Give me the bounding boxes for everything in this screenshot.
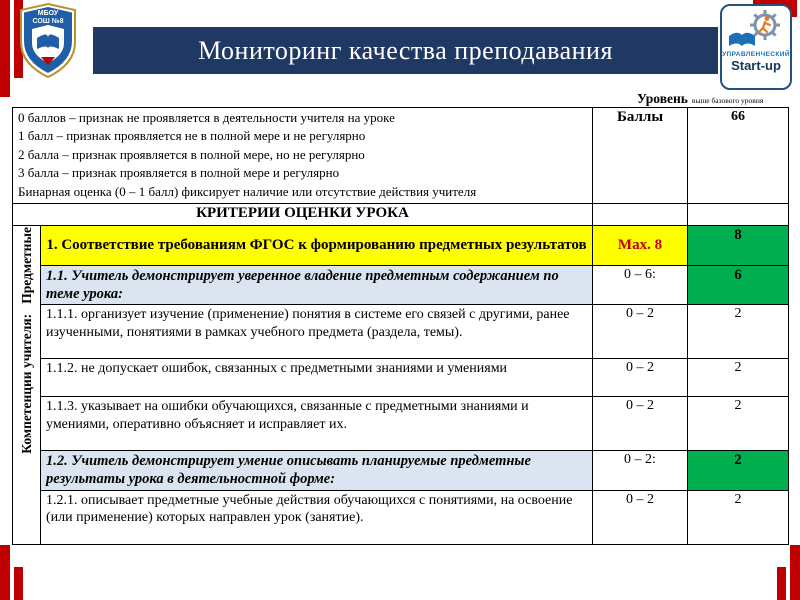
crest-text-line1: МБОУ — [37, 10, 59, 17]
score-value-cell: 2 — [688, 359, 789, 397]
corner-bar-top-left-outer — [0, 0, 10, 97]
score-value-cell: 6 — [688, 266, 789, 305]
criterion-text-cell: 1. Соответствие требованиям ФГОС к формированию предметных результатов — [41, 226, 593, 266]
criterion-text-cell: 1.1.1. организует изучение (применение) понятия в системе его связей с другими, ранее изученными, понятиями в рамках учебного предмета (раздела, темы). — [41, 305, 593, 359]
crest-text-line2: СОШ №8 — [32, 18, 64, 25]
criterion-text-cell: 1.2. Учитель демонстрирует умение описывать планируемые предметные результаты урока в деятельностной форме: — [41, 451, 593, 490]
vertical-category-label — [13, 226, 41, 545]
table-row-1-2-1 — [13, 490, 789, 544]
startup-logo-badge — [720, 4, 792, 90]
table-row-1-2 — [13, 451, 789, 490]
criterion-text-cell: 1.2.1. описывает предметные учебные действия обучающихся с понятиями, на освоение (или применение) которых направлен урок (занятие). — [41, 490, 593, 544]
score-value-cell: 2 — [688, 490, 789, 544]
school-crest-icon — [17, 2, 79, 80]
score-column-header: Баллы — [593, 108, 688, 204]
corner-bar-bottom-right-inner — [777, 567, 786, 600]
table-row-1-1-2 — [13, 359, 789, 397]
total-score-cell: 66 — [688, 108, 789, 204]
table-row-section-1 — [13, 226, 789, 266]
score-value-cell: 2 — [688, 397, 789, 451]
score-range-cell: 0 – 2 — [593, 305, 688, 359]
score-value-cell: 2 — [688, 451, 789, 490]
score-range-cell: 0 – 2: — [593, 451, 688, 490]
legend-line: Бинарная оценка (0 – 1 балл) фиксирует наличие или отсутствие действия учителя — [18, 183, 477, 199]
running-person-icon — [759, 16, 770, 32]
score-range-cell: 0 – 2 — [593, 397, 688, 451]
level-label: Уровень — [637, 91, 688, 106]
school-crest-logo — [17, 2, 79, 85]
title-band — [93, 27, 718, 74]
score-range-cell: Мах. 8 — [593, 226, 688, 266]
open-book-icon — [729, 33, 755, 46]
score-range-cell: 0 – 6: — [593, 266, 688, 305]
score-value-cell: 8 — [688, 226, 789, 266]
score-range-cell: 0 – 2 — [593, 359, 688, 397]
criterion-text-cell: 1.1. Учитель демонстрирует уверенное владение предметным содержанием по теме урока: — [41, 266, 593, 305]
legend-line: 1 балл – признак проявляется не в полной мере и не регулярно — [18, 128, 366, 144]
corner-bar-bottom-left-inner — [14, 567, 23, 600]
startup-logo-subtitle: Start-up — [731, 58, 781, 73]
startup-logo-name: УПРАВЛЕНЧЕСКИЙ — [722, 51, 790, 58]
score-value-cell: 2 — [688, 305, 789, 359]
corner-bar-bottom-right-outer — [790, 545, 800, 600]
legend-line: 2 балла – признак проявляется в полной мере, но не регулярно — [18, 146, 365, 162]
criteria-header-row — [13, 204, 789, 226]
table-row-1-1-3 — [13, 397, 789, 451]
startup-gear-person-book-icon — [725, 8, 787, 50]
table-row-1-1-1 — [13, 305, 789, 359]
empty-cell — [688, 204, 789, 226]
scoring-legend-row — [13, 108, 789, 204]
score-range-cell: 0 – 2 — [593, 490, 688, 544]
criteria-header-cell: КРИТЕРИИ ОЦЕНКИ УРОКА — [13, 204, 593, 226]
criterion-text-cell: 1.1.3. указывает на ошибки обучающихся, связанные с предметными знаниями и умениями, оперативно объясняет и исправляет их. — [41, 397, 593, 451]
level-label-group — [637, 90, 763, 108]
corner-bar-bottom-left-outer — [0, 545, 10, 600]
level-note: выше базового уровня — [691, 96, 764, 105]
scoring-legend-cell — [13, 108, 593, 204]
legend-line: 0 баллов – признак не проявляется в деятельности учителя на уроке — [18, 110, 395, 125]
criterion-text-cell: 1.1.2. не допускает ошибок, связанных с предметными знаниями и умениями — [41, 359, 593, 397]
vertical-category-text: Компетенции учителя: Предметные — [18, 227, 34, 454]
legend-line: 3 балла – признак проявляется в полной мере и регулярно — [18, 165, 340, 181]
empty-cell — [593, 204, 688, 226]
evaluation-table — [12, 107, 789, 545]
table-row-1-1 — [13, 266, 789, 305]
page-title: Мониторинг качества преподавания — [198, 35, 613, 65]
